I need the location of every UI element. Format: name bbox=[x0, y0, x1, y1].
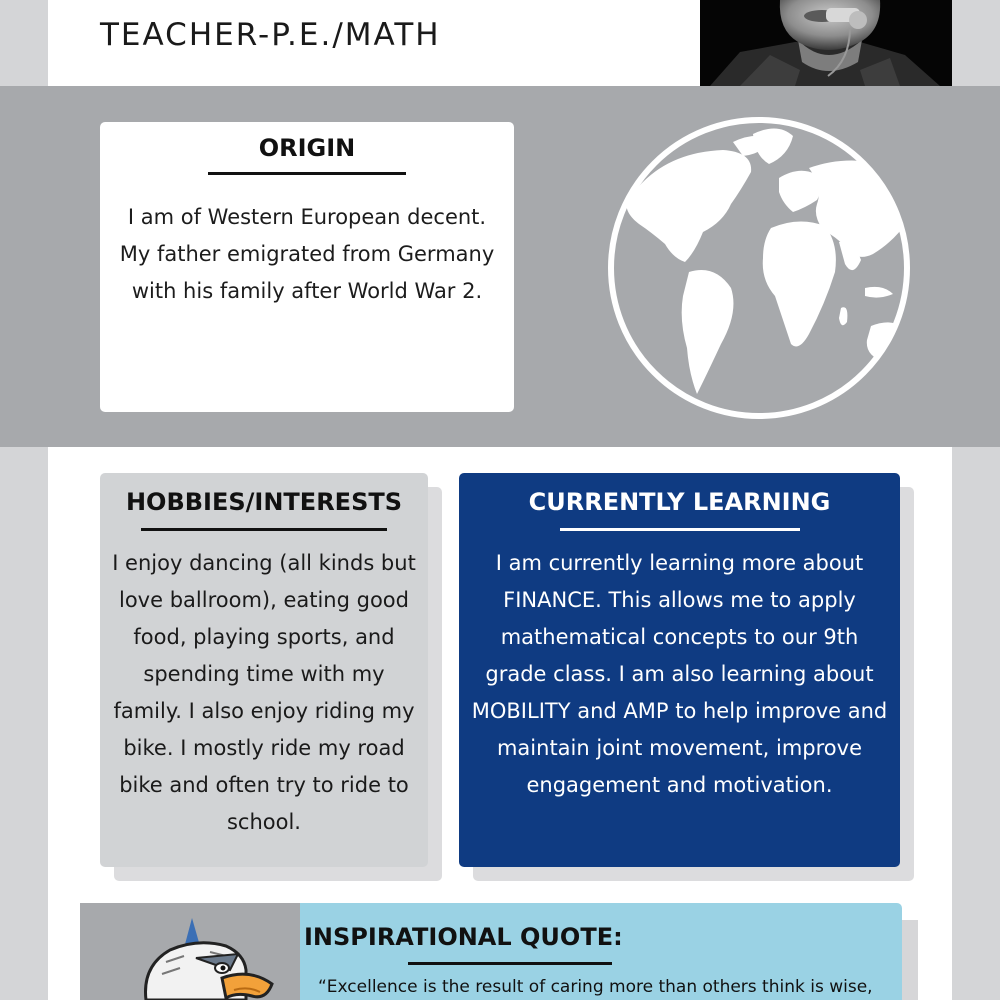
origin-card bbox=[100, 122, 514, 412]
portrait-photo bbox=[700, 0, 952, 86]
origin-title: ORIGIN bbox=[258, 134, 356, 162]
quote-title: INSPIRATIONAL QUOTE: bbox=[304, 923, 623, 951]
page-title: TEACHER-P.E./MATH bbox=[100, 17, 441, 53]
quote-text: “Excellence is the result of caring more than others think is wise, bbox=[318, 977, 873, 997]
learning-text: I am currently learning more about FINANCE. This allows me to apply mathematical concepts to our 9th grade class. I am also learning about MOBILITY and AMP to help improve and maintain joint movement, improve engagement and motivation. bbox=[471, 551, 888, 797]
hobbies-divider bbox=[141, 528, 387, 531]
quote-divider bbox=[408, 962, 612, 965]
quote-panel bbox=[300, 903, 902, 1000]
learning-title: CURRENTLY LEARNING bbox=[528, 488, 831, 516]
origin-text: I am of Western European decent. My father emigrated from Germany with his family after World War 2. bbox=[119, 205, 495, 303]
learning-divider bbox=[560, 528, 800, 531]
hobbies-card bbox=[100, 473, 428, 867]
globe-icon bbox=[603, 112, 915, 424]
origin-divider bbox=[208, 172, 406, 175]
hobbies-title: HOBBIES/INTERESTS bbox=[125, 488, 403, 516]
eagle-mascot-icon bbox=[126, 912, 276, 1000]
hobbies-text: I enjoy dancing (all kinds but love ballroom), eating good food, playing sports, and spending time with my family. I also enjoy riding my bike. I mostly ride my road bike and often try to ride to school. bbox=[112, 551, 416, 834]
learning-card bbox=[459, 473, 900, 867]
